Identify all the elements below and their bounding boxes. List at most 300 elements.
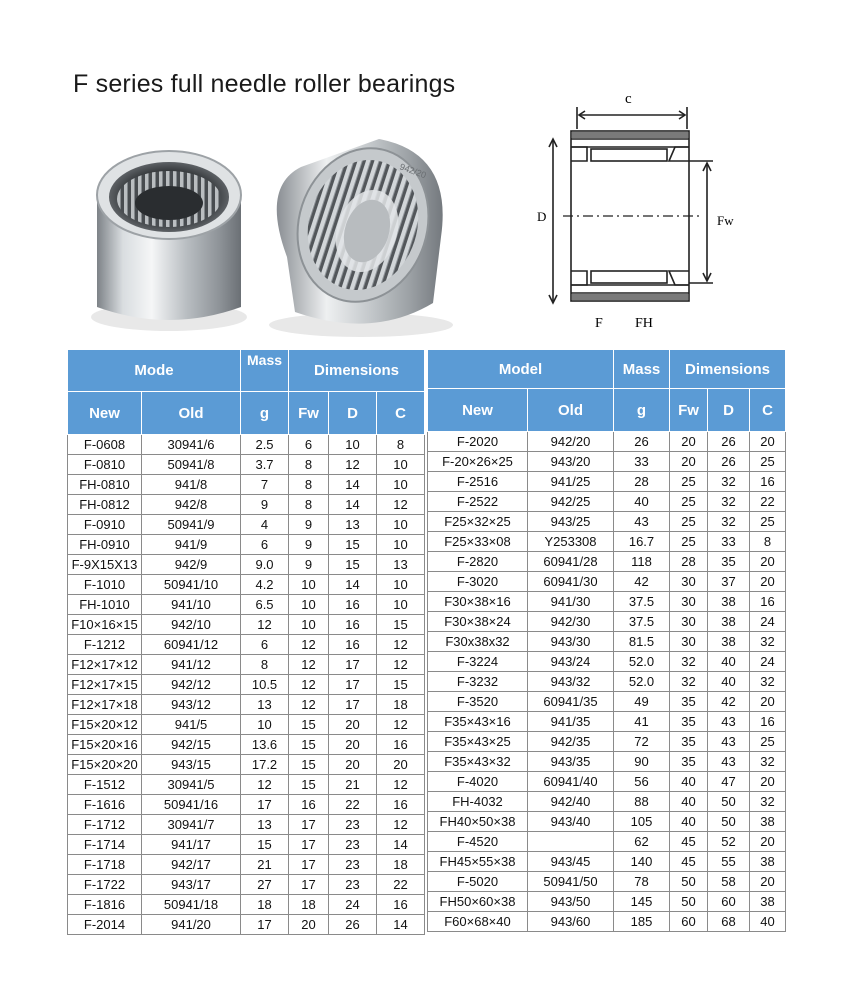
cell-c: 20 <box>750 832 786 852</box>
cell-new: F-1816 <box>68 895 142 915</box>
group-header-mode: Mode <box>68 350 241 392</box>
cell-fw: 12 <box>289 675 329 695</box>
cell-c: 38 <box>750 892 786 912</box>
table-row <box>428 872 786 892</box>
cell-new: F-0910 <box>68 515 142 535</box>
cell-c: 24 <box>750 652 786 672</box>
cell-old: 943/17 <box>142 875 241 895</box>
cell-old: 941/30 <box>528 592 614 612</box>
cell-mass: 10.5 <box>241 675 289 695</box>
cell-d: 52 <box>708 832 750 852</box>
cell-d: 60 <box>708 892 750 912</box>
cell-fw: 35 <box>670 692 708 712</box>
cell-c: 38 <box>750 812 786 832</box>
cell-d: 23 <box>329 875 377 895</box>
cell-fw: 9 <box>289 535 329 555</box>
cell-mass: 26 <box>614 432 670 452</box>
cell-d: 38 <box>708 592 750 612</box>
cell-old: 943/24 <box>528 652 614 672</box>
cell-mass: 140 <box>614 852 670 872</box>
cell-fw: 20 <box>289 915 329 935</box>
cell-old: 30941/5 <box>142 775 241 795</box>
cell-mass: 4.2 <box>241 575 289 595</box>
cell-old: 941/12 <box>142 655 241 675</box>
page-title: F series full needle roller bearings <box>73 70 456 98</box>
cell-old: 942/8 <box>142 495 241 515</box>
col-header-fw: Fw <box>289 392 329 435</box>
table-row <box>68 575 425 595</box>
table-row <box>428 772 786 792</box>
cell-fw: 17 <box>289 875 329 895</box>
cell-mass: 17.2 <box>241 755 289 775</box>
cell-old: 943/25 <box>528 512 614 532</box>
cell-d: 20 <box>329 735 377 755</box>
col-header-g: g <box>241 392 289 435</box>
cell-mass: 33 <box>614 452 670 472</box>
table-row <box>68 695 425 715</box>
cell-old: 50941/16 <box>142 795 241 815</box>
cell-c: 10 <box>377 515 425 535</box>
col-header-c: C <box>377 392 425 435</box>
cell-c: 15 <box>377 675 425 695</box>
cell-c: 12 <box>377 715 425 735</box>
cell-new: F10×16×15 <box>68 615 142 635</box>
cell-fw: 45 <box>670 832 708 852</box>
table-row <box>428 732 786 752</box>
cell-new: F25×32×25 <box>428 512 528 532</box>
table-row <box>68 855 425 875</box>
cell-new: FH-0910 <box>68 535 142 555</box>
cell-new: F30x38x32 <box>428 632 528 652</box>
cell-c: 16 <box>750 472 786 492</box>
type-f-label: F <box>595 316 603 331</box>
cell-old: 30941/6 <box>142 435 241 455</box>
cell-mass: 72 <box>614 732 670 752</box>
cell-new: FH40×50×38 <box>428 812 528 832</box>
cell-d: 40 <box>708 652 750 672</box>
cell-d: 35 <box>708 552 750 572</box>
cell-mass: 37.5 <box>614 612 670 632</box>
cell-old: 943/35 <box>528 752 614 772</box>
group-header-mass: Mass <box>241 350 289 392</box>
cell-mass: 12 <box>241 775 289 795</box>
cell-new: FH-1010 <box>68 595 142 615</box>
cell-fw: 15 <box>289 735 329 755</box>
cell-c: 12 <box>377 775 425 795</box>
table-row <box>428 852 786 872</box>
cell-c: 8 <box>377 435 425 455</box>
cell-d: 42 <box>708 692 750 712</box>
cell-c: 22 <box>750 492 786 512</box>
cell-old: 60941/30 <box>528 572 614 592</box>
cell-new: F-5020 <box>428 872 528 892</box>
table-row <box>68 595 425 615</box>
cell-fw: 6 <box>289 435 329 455</box>
cell-c: 14 <box>377 835 425 855</box>
table-row <box>428 792 786 812</box>
table-row <box>428 572 786 592</box>
cell-fw: 45 <box>670 852 708 872</box>
cell-c: 24 <box>750 612 786 632</box>
cell-old: 942/9 <box>142 555 241 575</box>
cell-c: 13 <box>377 555 425 575</box>
cell-d: 47 <box>708 772 750 792</box>
cell-c: 16 <box>750 712 786 732</box>
cell-new: F60×68×40 <box>428 912 528 932</box>
table-row <box>68 455 425 475</box>
cell-old: 60941/12 <box>142 635 241 655</box>
cell-fw: 10 <box>289 595 329 615</box>
cell-old: 60941/28 <box>528 552 614 572</box>
cell-new: F12×17×18 <box>68 695 142 715</box>
cell-new: F-3520 <box>428 692 528 712</box>
cell-c: 12 <box>377 495 425 515</box>
cell-new: F-2820 <box>428 552 528 572</box>
cell-mass: 41 <box>614 712 670 732</box>
cell-c: 10 <box>377 575 425 595</box>
cell-c: 25 <box>750 452 786 472</box>
cell-mass: 43 <box>614 512 670 532</box>
table-row <box>68 435 425 455</box>
cell-old: 50941/18 <box>142 895 241 915</box>
cell-c: 25 <box>750 732 786 752</box>
table-row <box>68 535 425 555</box>
table-row <box>428 832 786 852</box>
cell-new: F35×43×32 <box>428 752 528 772</box>
cell-mass: 6 <box>241 635 289 655</box>
cell-d: 16 <box>329 635 377 655</box>
dim-c-label: c <box>625 91 632 107</box>
table-row <box>428 612 786 632</box>
cell-old: 943/12 <box>142 695 241 715</box>
cell-fw: 9 <box>289 515 329 535</box>
cell-c: 40 <box>750 912 786 932</box>
cell-d: 38 <box>708 612 750 632</box>
cell-mass: 88 <box>614 792 670 812</box>
cell-old: 943/60 <box>528 912 614 932</box>
cell-d: 10 <box>329 435 377 455</box>
group-header-dimensions: Dimensions <box>289 350 425 392</box>
cell-d: 37 <box>708 572 750 592</box>
cell-mass: 118 <box>614 552 670 572</box>
cell-c: 20 <box>750 572 786 592</box>
cell-mass: 8 <box>241 655 289 675</box>
cell-d: 50 <box>708 792 750 812</box>
cell-mass: 37.5 <box>614 592 670 612</box>
dim-d-label: D <box>537 209 547 224</box>
cell-fw: 20 <box>670 432 708 452</box>
cell-old: 941/20 <box>142 915 241 935</box>
col-header-old: Old <box>142 392 241 435</box>
cell-mass: 62 <box>614 832 670 852</box>
cell-c: 10 <box>377 475 425 495</box>
cell-c: 20 <box>750 772 786 792</box>
cell-old: 943/20 <box>528 452 614 472</box>
cell-d: 38 <box>708 632 750 652</box>
cell-c: 14 <box>377 915 425 935</box>
cell-mass: 145 <box>614 892 670 912</box>
cell-d: 23 <box>329 815 377 835</box>
table-row <box>428 712 786 732</box>
cell-fw: 17 <box>289 835 329 855</box>
cell-c: 32 <box>750 792 786 812</box>
cell-fw: 30 <box>670 592 708 612</box>
table-row <box>428 652 786 672</box>
cell-fw: 18 <box>289 895 329 915</box>
cell-new: F30×38×16 <box>428 592 528 612</box>
table-row <box>428 492 786 512</box>
table-row <box>428 552 786 572</box>
cell-old: 943/15 <box>142 755 241 775</box>
cell-mass: 10 <box>241 715 289 735</box>
cell-fw: 8 <box>289 475 329 495</box>
cell-d: 16 <box>329 615 377 635</box>
cell-new: F-2020 <box>428 432 528 452</box>
cell-c: 16 <box>750 592 786 612</box>
table-row <box>68 495 425 515</box>
cell-c: 15 <box>377 615 425 635</box>
cell-mass: 13 <box>241 815 289 835</box>
cell-c: 20 <box>377 755 425 775</box>
bearing-table-left <box>67 349 425 935</box>
cell-d: 23 <box>329 835 377 855</box>
cell-fw: 9 <box>289 555 329 575</box>
cell-old: 943/45 <box>528 852 614 872</box>
cell-d: 14 <box>329 575 377 595</box>
cell-fw: 32 <box>670 652 708 672</box>
cell-new: F30×38×24 <box>428 612 528 632</box>
cell-d: 20 <box>329 715 377 735</box>
cell-mass: 40 <box>614 492 670 512</box>
cell-fw: 15 <box>289 715 329 735</box>
cell-c: 32 <box>750 672 786 692</box>
cell-c: 10 <box>377 535 425 555</box>
table-row <box>68 675 425 695</box>
col-header-c: C <box>750 389 786 432</box>
cell-fw: 32 <box>670 672 708 692</box>
cell-fw: 40 <box>670 772 708 792</box>
cell-d: 40 <box>708 672 750 692</box>
cell-d: 17 <box>329 695 377 715</box>
table-row <box>428 752 786 772</box>
cell-mass: 56 <box>614 772 670 792</box>
cell-old: 942/10 <box>142 615 241 635</box>
cell-new: F12×17×12 <box>68 655 142 675</box>
cell-mass: 4 <box>241 515 289 535</box>
table-row <box>428 592 786 612</box>
cell-new: FH50×60×38 <box>428 892 528 912</box>
cell-c: 20 <box>750 872 786 892</box>
cell-new: F-1714 <box>68 835 142 855</box>
table-row <box>428 452 786 472</box>
cell-fw: 8 <box>289 455 329 475</box>
cell-d: 55 <box>708 852 750 872</box>
cell-d: 23 <box>329 855 377 875</box>
cell-new: FH-0812 <box>68 495 142 515</box>
cell-fw: 25 <box>670 472 708 492</box>
type-fh-label: FH <box>635 316 653 331</box>
cell-old: 942/30 <box>528 612 614 632</box>
cell-mass: 9.0 <box>241 555 289 575</box>
cell-new: F-1718 <box>68 855 142 875</box>
cell-old: 943/32 <box>528 672 614 692</box>
cell-new: F-3224 <box>428 652 528 672</box>
table-row <box>428 672 786 692</box>
cell-new: F-2014 <box>68 915 142 935</box>
cell-c: 38 <box>750 852 786 872</box>
cell-mass: 185 <box>614 912 670 932</box>
cell-new: F12×17×15 <box>68 675 142 695</box>
cell-c: 12 <box>377 635 425 655</box>
cell-old: 942/12 <box>142 675 241 695</box>
cell-d: 24 <box>329 895 377 915</box>
table-row <box>68 555 425 575</box>
cell-fw: 12 <box>289 635 329 655</box>
table-row <box>68 755 425 775</box>
cell-fw: 10 <box>289 575 329 595</box>
cell-old: 942/15 <box>142 735 241 755</box>
cell-fw: 15 <box>289 775 329 795</box>
bearing-diagram <box>535 89 775 334</box>
cell-new: FH45×55×38 <box>428 852 528 872</box>
cell-fw: 35 <box>670 732 708 752</box>
cell-mass: 16.7 <box>614 532 670 552</box>
group-header-dimensions: Dimensions <box>670 350 786 389</box>
cell-mass: 13 <box>241 695 289 715</box>
cell-new: F-1616 <box>68 795 142 815</box>
cell-d: 68 <box>708 912 750 932</box>
cell-old: 941/9 <box>142 535 241 555</box>
cell-c: 20 <box>750 552 786 572</box>
cell-mass: 21 <box>241 855 289 875</box>
table-row <box>68 915 425 935</box>
cell-fw: 8 <box>289 495 329 515</box>
cell-old: 60941/40 <box>528 772 614 792</box>
cell-fw: 30 <box>670 572 708 592</box>
dim-fw-label: Fw <box>717 213 734 228</box>
cell-mass: 52.0 <box>614 672 670 692</box>
cell-old: 942/20 <box>528 432 614 452</box>
cell-new: F-9X15X13 <box>68 555 142 575</box>
cell-c: 18 <box>377 695 425 715</box>
table-row <box>68 895 425 915</box>
cell-mass: 18 <box>241 895 289 915</box>
cell-mass: 105 <box>614 812 670 832</box>
cell-mass: 52.0 <box>614 652 670 672</box>
table-row <box>68 515 425 535</box>
cell-d: 50 <box>708 812 750 832</box>
cell-d: 32 <box>708 492 750 512</box>
table-row <box>428 472 786 492</box>
cell-fw: 16 <box>289 795 329 815</box>
cell-old: 50941/8 <box>142 455 241 475</box>
cell-new: F-1010 <box>68 575 142 595</box>
cell-c: 20 <box>750 692 786 712</box>
table-row <box>428 632 786 652</box>
cell-d: 21 <box>329 775 377 795</box>
cell-old: 943/40 <box>528 812 614 832</box>
table-row <box>68 655 425 675</box>
table-row <box>68 475 425 495</box>
cell-new: F25×33×08 <box>428 532 528 552</box>
col-header-new: New <box>428 389 528 432</box>
cell-new: F-20×26×25 <box>428 452 528 472</box>
cell-mass: 9 <box>241 495 289 515</box>
cell-fw: 50 <box>670 892 708 912</box>
cell-old: 941/35 <box>528 712 614 732</box>
cell-new: F-1712 <box>68 815 142 835</box>
cell-fw: 28 <box>670 552 708 572</box>
col-header-d: D <box>329 392 377 435</box>
cell-d: 32 <box>708 512 750 532</box>
cell-d: 17 <box>329 655 377 675</box>
cell-d: 58 <box>708 872 750 892</box>
table-row <box>68 835 425 855</box>
cell-old: 30941/7 <box>142 815 241 835</box>
cell-d: 26 <box>708 432 750 452</box>
cell-fw: 25 <box>670 532 708 552</box>
cell-mass: 28 <box>614 472 670 492</box>
cell-d: 26 <box>329 915 377 935</box>
cell-new: F15×20×12 <box>68 715 142 735</box>
cell-c: 12 <box>377 815 425 835</box>
cell-mass: 27 <box>241 875 289 895</box>
cell-mass: 49 <box>614 692 670 712</box>
group-header-mass: Mass <box>614 350 670 389</box>
group-header-model: Model <box>428 350 614 389</box>
cell-mass: 6 <box>241 535 289 555</box>
col-header-g: g <box>614 389 670 432</box>
cell-d: 15 <box>329 555 377 575</box>
cell-mass: 2.5 <box>241 435 289 455</box>
cell-fw: 12 <box>289 695 329 715</box>
cell-new: F-3232 <box>428 672 528 692</box>
cell-d: 43 <box>708 752 750 772</box>
cell-new: F-3020 <box>428 572 528 592</box>
table-row <box>68 615 425 635</box>
cell-new: F15×20×20 <box>68 755 142 775</box>
cell-old: 941/8 <box>142 475 241 495</box>
cell-new: F-2522 <box>428 492 528 512</box>
cell-fw: 30 <box>670 632 708 652</box>
table-row <box>428 692 786 712</box>
cell-fw: 17 <box>289 855 329 875</box>
cell-fw: 30 <box>670 612 708 632</box>
cell-d: 43 <box>708 732 750 752</box>
cell-d: 43 <box>708 712 750 732</box>
cell-new: F-4020 <box>428 772 528 792</box>
cell-mass: 90 <box>614 752 670 772</box>
cell-d: 14 <box>329 495 377 515</box>
cell-fw: 12 <box>289 655 329 675</box>
cell-fw: 25 <box>670 512 708 532</box>
cell-mass: 15 <box>241 835 289 855</box>
cell-fw: 17 <box>289 815 329 835</box>
cell-new: F-1512 <box>68 775 142 795</box>
cell-c: 32 <box>750 752 786 772</box>
cell-new: FH-4032 <box>428 792 528 812</box>
cell-fw: 15 <box>289 755 329 775</box>
cell-new: F35×43×25 <box>428 732 528 752</box>
cell-c: 10 <box>377 595 425 615</box>
cell-old: 941/5 <box>142 715 241 735</box>
cell-mass: 17 <box>241 915 289 935</box>
table-row <box>68 815 425 835</box>
cell-fw: 60 <box>670 912 708 932</box>
cell-old: 60941/35 <box>528 692 614 712</box>
cell-old: 50941/9 <box>142 515 241 535</box>
cell-d: 13 <box>329 515 377 535</box>
